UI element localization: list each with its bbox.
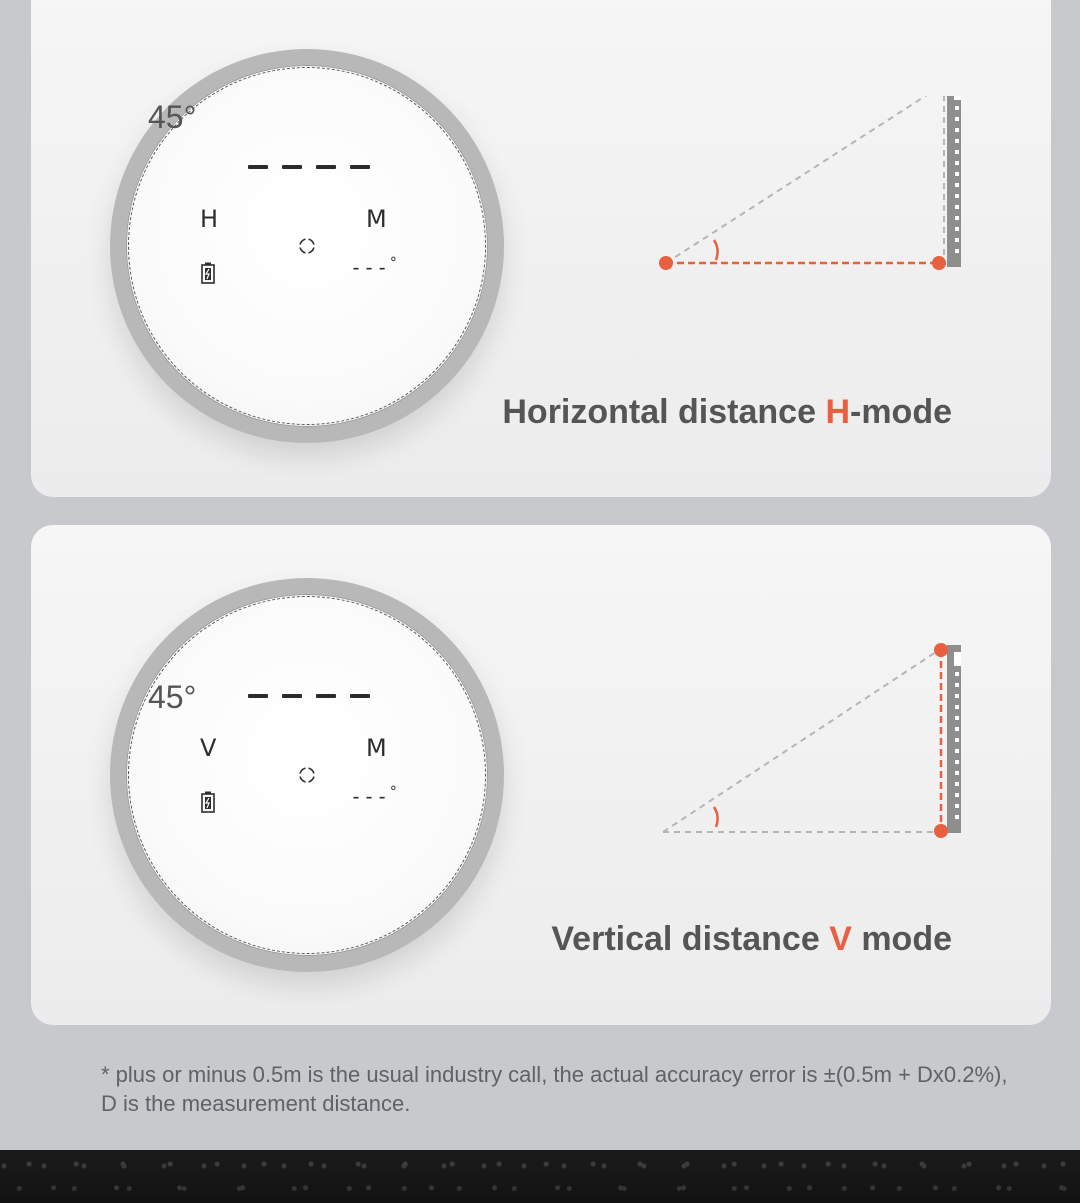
battery-icon [201, 791, 215, 813]
title-text: Horizontal distance [502, 393, 826, 431]
horizontal-distance-diagram [621, 96, 961, 326]
end-point [932, 256, 946, 270]
unit-letter: M [366, 734, 387, 762]
building-ruler-icon [947, 645, 961, 833]
battery-icon [201, 262, 215, 284]
crosshair-circle-icon [296, 235, 318, 257]
distance-segments [248, 165, 370, 169]
mode-title [551, 920, 952, 959]
angle-readout [350, 255, 399, 280]
title-accent-letter: H [825, 393, 850, 431]
accuracy-footnote: * plus or minus 0.5m is the usual industry call, the actual accuracy error is ±(0.5m + Dx0.2%), D is the measurement distance. [101, 1062, 1008, 1116]
angle-dashes: --- [350, 784, 390, 809]
crosshair-circle-icon [296, 764, 318, 786]
unit-letter: M [366, 205, 387, 233]
v-mode-card [31, 525, 1051, 1025]
title-accent-letter: V [829, 920, 852, 958]
degree-symbol: ° [389, 255, 399, 271]
distance-segments [248, 694, 370, 698]
h-mode-card [31, 0, 1051, 497]
mode-letter: H [200, 205, 219, 233]
display-face [126, 594, 488, 956]
top-point [934, 643, 948, 657]
degree-symbol: ° [389, 784, 399, 800]
angle-dashes: --- [350, 255, 390, 280]
mode-title [502, 393, 952, 432]
start-point [659, 256, 673, 270]
building-ruler-icon [947, 96, 961, 267]
angle-readout [350, 784, 399, 809]
angle-label: 45° [148, 99, 197, 135]
textured-background-strip [0, 1150, 1080, 1203]
bottom-point [934, 824, 948, 838]
title-suffix: -mode [850, 393, 952, 431]
angle-label: 45° [148, 679, 197, 715]
title-suffix: mode [851, 920, 952, 958]
vertical-distance-diagram [621, 635, 961, 865]
mode-letter: V [200, 734, 217, 762]
title-text: Vertical distance [551, 920, 830, 958]
v-mode-display [110, 578, 504, 972]
